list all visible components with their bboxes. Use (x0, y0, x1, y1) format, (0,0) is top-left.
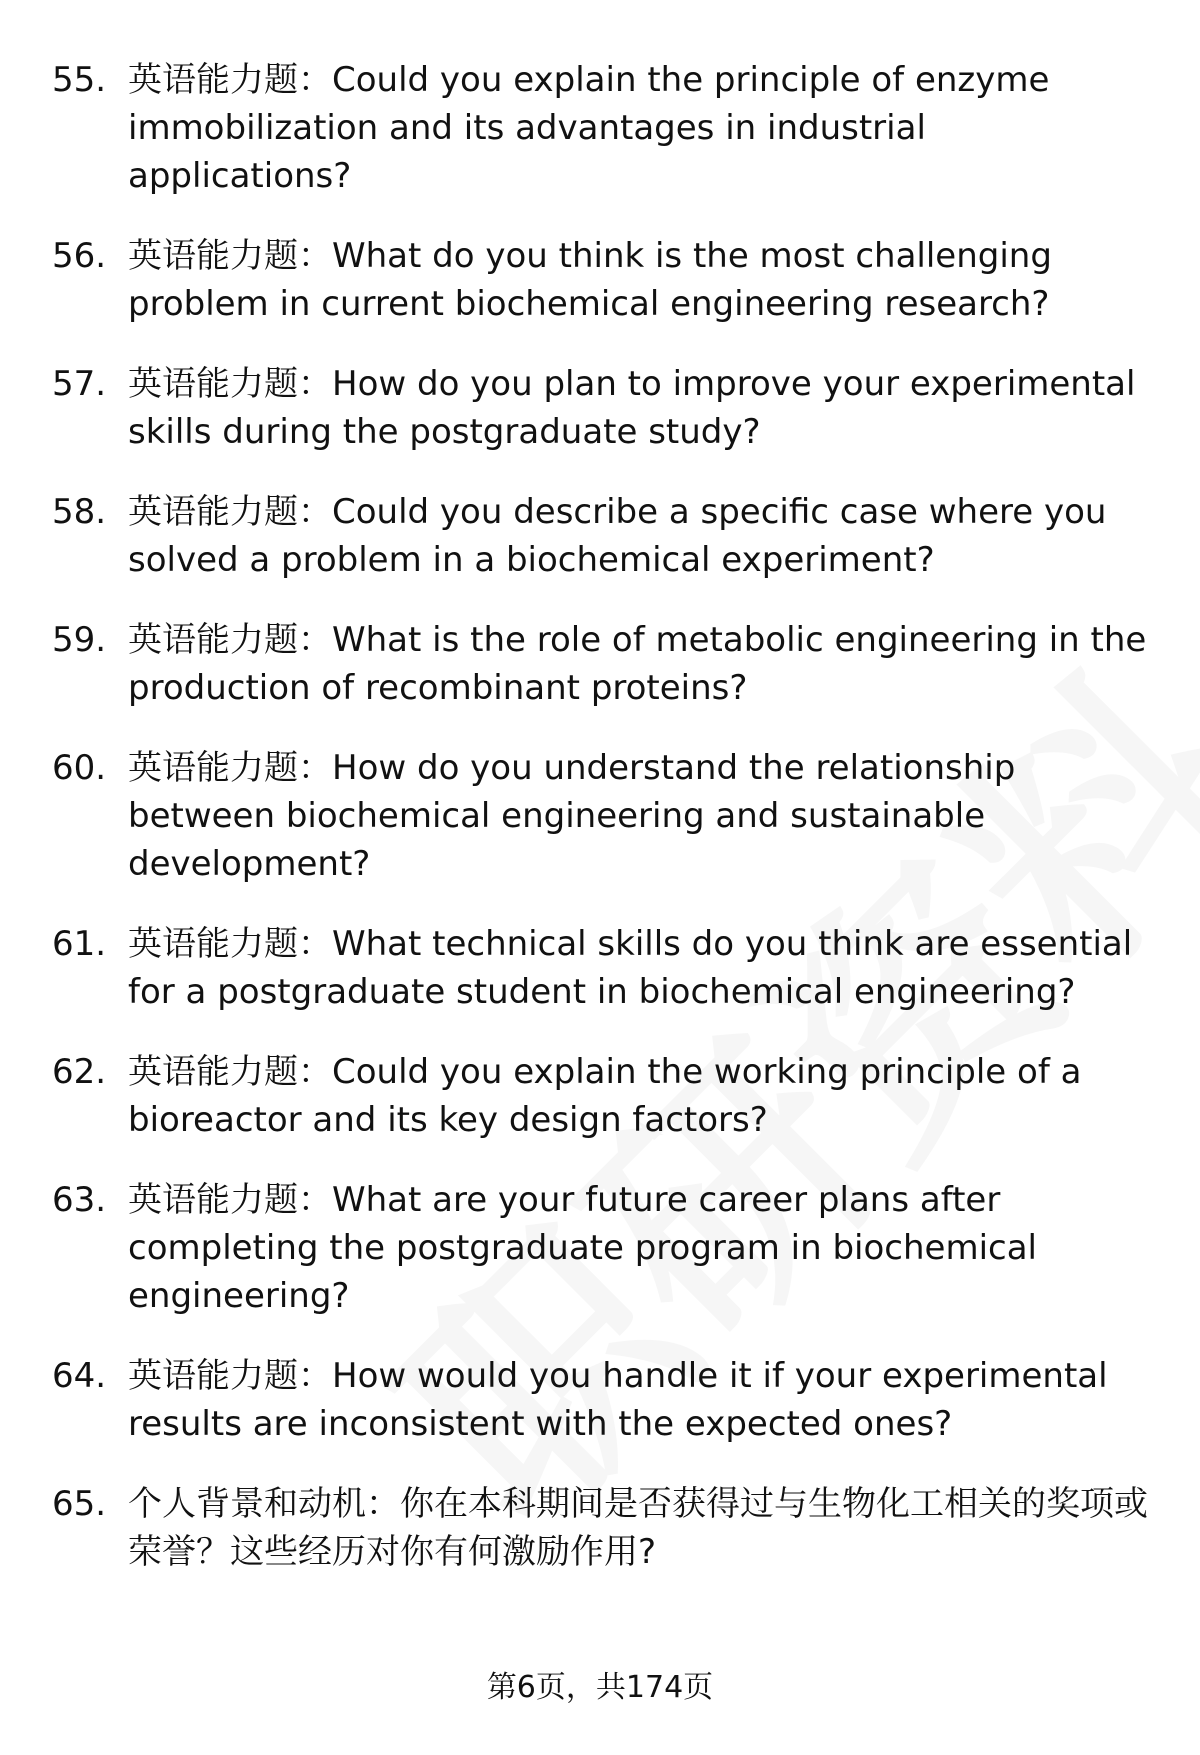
question-category: 英语能力题： (128, 748, 332, 788)
question-item (52, 616, 1152, 712)
question-item (52, 1048, 1152, 1144)
question-text-block (128, 1480, 1152, 1576)
question-item (52, 232, 1152, 328)
question-text-block (128, 1048, 1152, 1144)
question-text: 你在本科期间是否获得过与生物化工相关的奖项或荣誉？这些经历对你有何激励作用? (128, 1484, 1148, 1572)
question-text-block (128, 488, 1152, 584)
question-number: 60. (52, 748, 107, 788)
question-category: 英语能力题： (128, 60, 332, 100)
question-text: What is the role of metabolic engineering in the production of recombinant proteins? (128, 620, 1147, 708)
question-item (52, 360, 1152, 456)
question-text-block (128, 1176, 1152, 1320)
question-category: 英语能力题： (128, 1052, 332, 1092)
question-number: 59. (52, 620, 107, 660)
question-number: 64. (52, 1356, 107, 1396)
question-text-block (128, 616, 1152, 712)
question-text: What do you think is the most challenging problem in current biochemical engineering research? (128, 236, 1052, 324)
question-text-block (128, 56, 1152, 200)
question-number: 56. (52, 236, 107, 276)
question-category: 英语能力题： (128, 236, 332, 276)
question-item (52, 488, 1152, 584)
question-number: 65. (52, 1484, 107, 1524)
question-number: 62. (52, 1052, 107, 1092)
question-item (52, 1480, 1152, 1576)
question-text: Could you explain the principle of enzyme immobilization and its advantages in industrial applications? (128, 60, 1050, 196)
question-item (52, 744, 1152, 888)
question-text: How do you understand the relationship between biochemical engineering and sustainable development? (128, 748, 1016, 884)
question-text-block (128, 360, 1152, 456)
question-text: What technical skills do you think are essential for a postgraduate student in biochemical engineering? (128, 924, 1133, 1012)
question-number: 58. (52, 492, 107, 532)
page-footer: 第6页，共174页 (486, 1670, 714, 1705)
question-number: 55. (52, 60, 107, 100)
question-category: 英语能力题： (128, 1180, 332, 1220)
question-item (52, 1176, 1152, 1320)
question-category: 个人背景和动机： (128, 1484, 400, 1524)
question-category: 英语能力题： (128, 924, 332, 964)
question-category: 英语能力题： (128, 492, 332, 532)
question-text: What are your future career plans after completing the postgraduate program in biochemical engineering? (128, 1180, 1038, 1316)
question-category: 英语能力题： (128, 620, 332, 660)
question-item (52, 920, 1152, 1016)
question-item (52, 56, 1152, 200)
question-text-block (128, 1352, 1152, 1448)
question-list (52, 56, 1152, 1608)
question-number: 61. (52, 924, 107, 964)
question-category: 英语能力题： (128, 364, 332, 404)
question-text: Could you explain the working principle of a bioreactor and its key design factors? (128, 1052, 1082, 1140)
question-text-block (128, 744, 1152, 888)
question-number: 63. (52, 1180, 107, 1220)
question-number: 57. (52, 364, 107, 404)
question-category: 英语能力题： (128, 1356, 332, 1396)
question-text-block (128, 920, 1152, 1016)
question-text: Could you describe a specific case where you solved a problem in a biochemical experiment? (128, 492, 1107, 580)
question-item (52, 1352, 1152, 1448)
question-text-block (128, 232, 1152, 328)
question-text: How do you plan to improve your experimental skills during the postgraduate study? (128, 364, 1136, 452)
question-text: How would you handle it if your experimental results are inconsistent with the expected ones? (128, 1356, 1108, 1444)
